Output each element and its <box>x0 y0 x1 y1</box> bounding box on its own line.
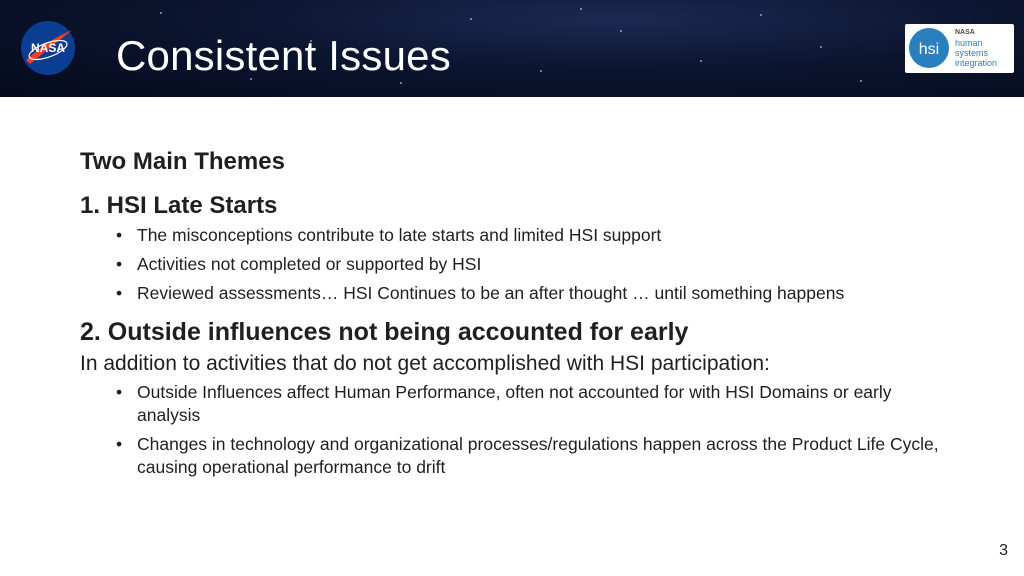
bullet-item: • Changes in technology and organizational processes/regulations happen across the Product Life Cycle, causing operational performance to drift <box>116 433 947 479</box>
slide-header <box>0 0 1024 97</box>
hsi-logo-line-3: integration <box>955 58 998 68</box>
hsi-logo-line-1: human <box>955 38 983 48</box>
theme-2-lead: In addition to activities that do not get accomplished with HSI participation: <box>80 352 770 375</box>
slide-title: Consistent Issues <box>116 32 451 79</box>
hsi-logo-line-2: systems <box>955 48 989 58</box>
theme-2-bullet-list <box>80 381 980 479</box>
hsi-logo-nasa: NASA <box>955 29 975 36</box>
heading-theme-1: 1. HSI Late Starts <box>80 192 278 219</box>
page-number: 3 <box>999 542 1008 559</box>
bullet-item: • The misconceptions contribute to late starts and limited HSI support <box>116 224 947 247</box>
theme-1-bullet-list <box>80 224 980 305</box>
hsi-emblem-icon <box>908 27 950 69</box>
nasa-logo-text: NASA <box>30 41 66 55</box>
heading-theme-2: 2. Outside influences not being accounted for early <box>80 318 689 346</box>
bullet-item: • Reviewed assessments… HSI Continues to be an after thought … until something happens <box>116 282 947 305</box>
hsi-logo <box>905 24 1014 73</box>
slide-body <box>80 146 980 485</box>
hsi-logo-text <box>955 28 997 68</box>
nasa-logo <box>20 20 76 76</box>
heading-main-themes: Two Main Themes <box>80 148 285 175</box>
bullet-item: • Outside Influences affect Human Performance, often not accounted for with HSI Domains or early analysis <box>116 381 947 427</box>
bullet-item: • Activities not completed or supported by HSI <box>116 253 947 276</box>
hsi-emblem-text: hsi <box>918 41 940 58</box>
